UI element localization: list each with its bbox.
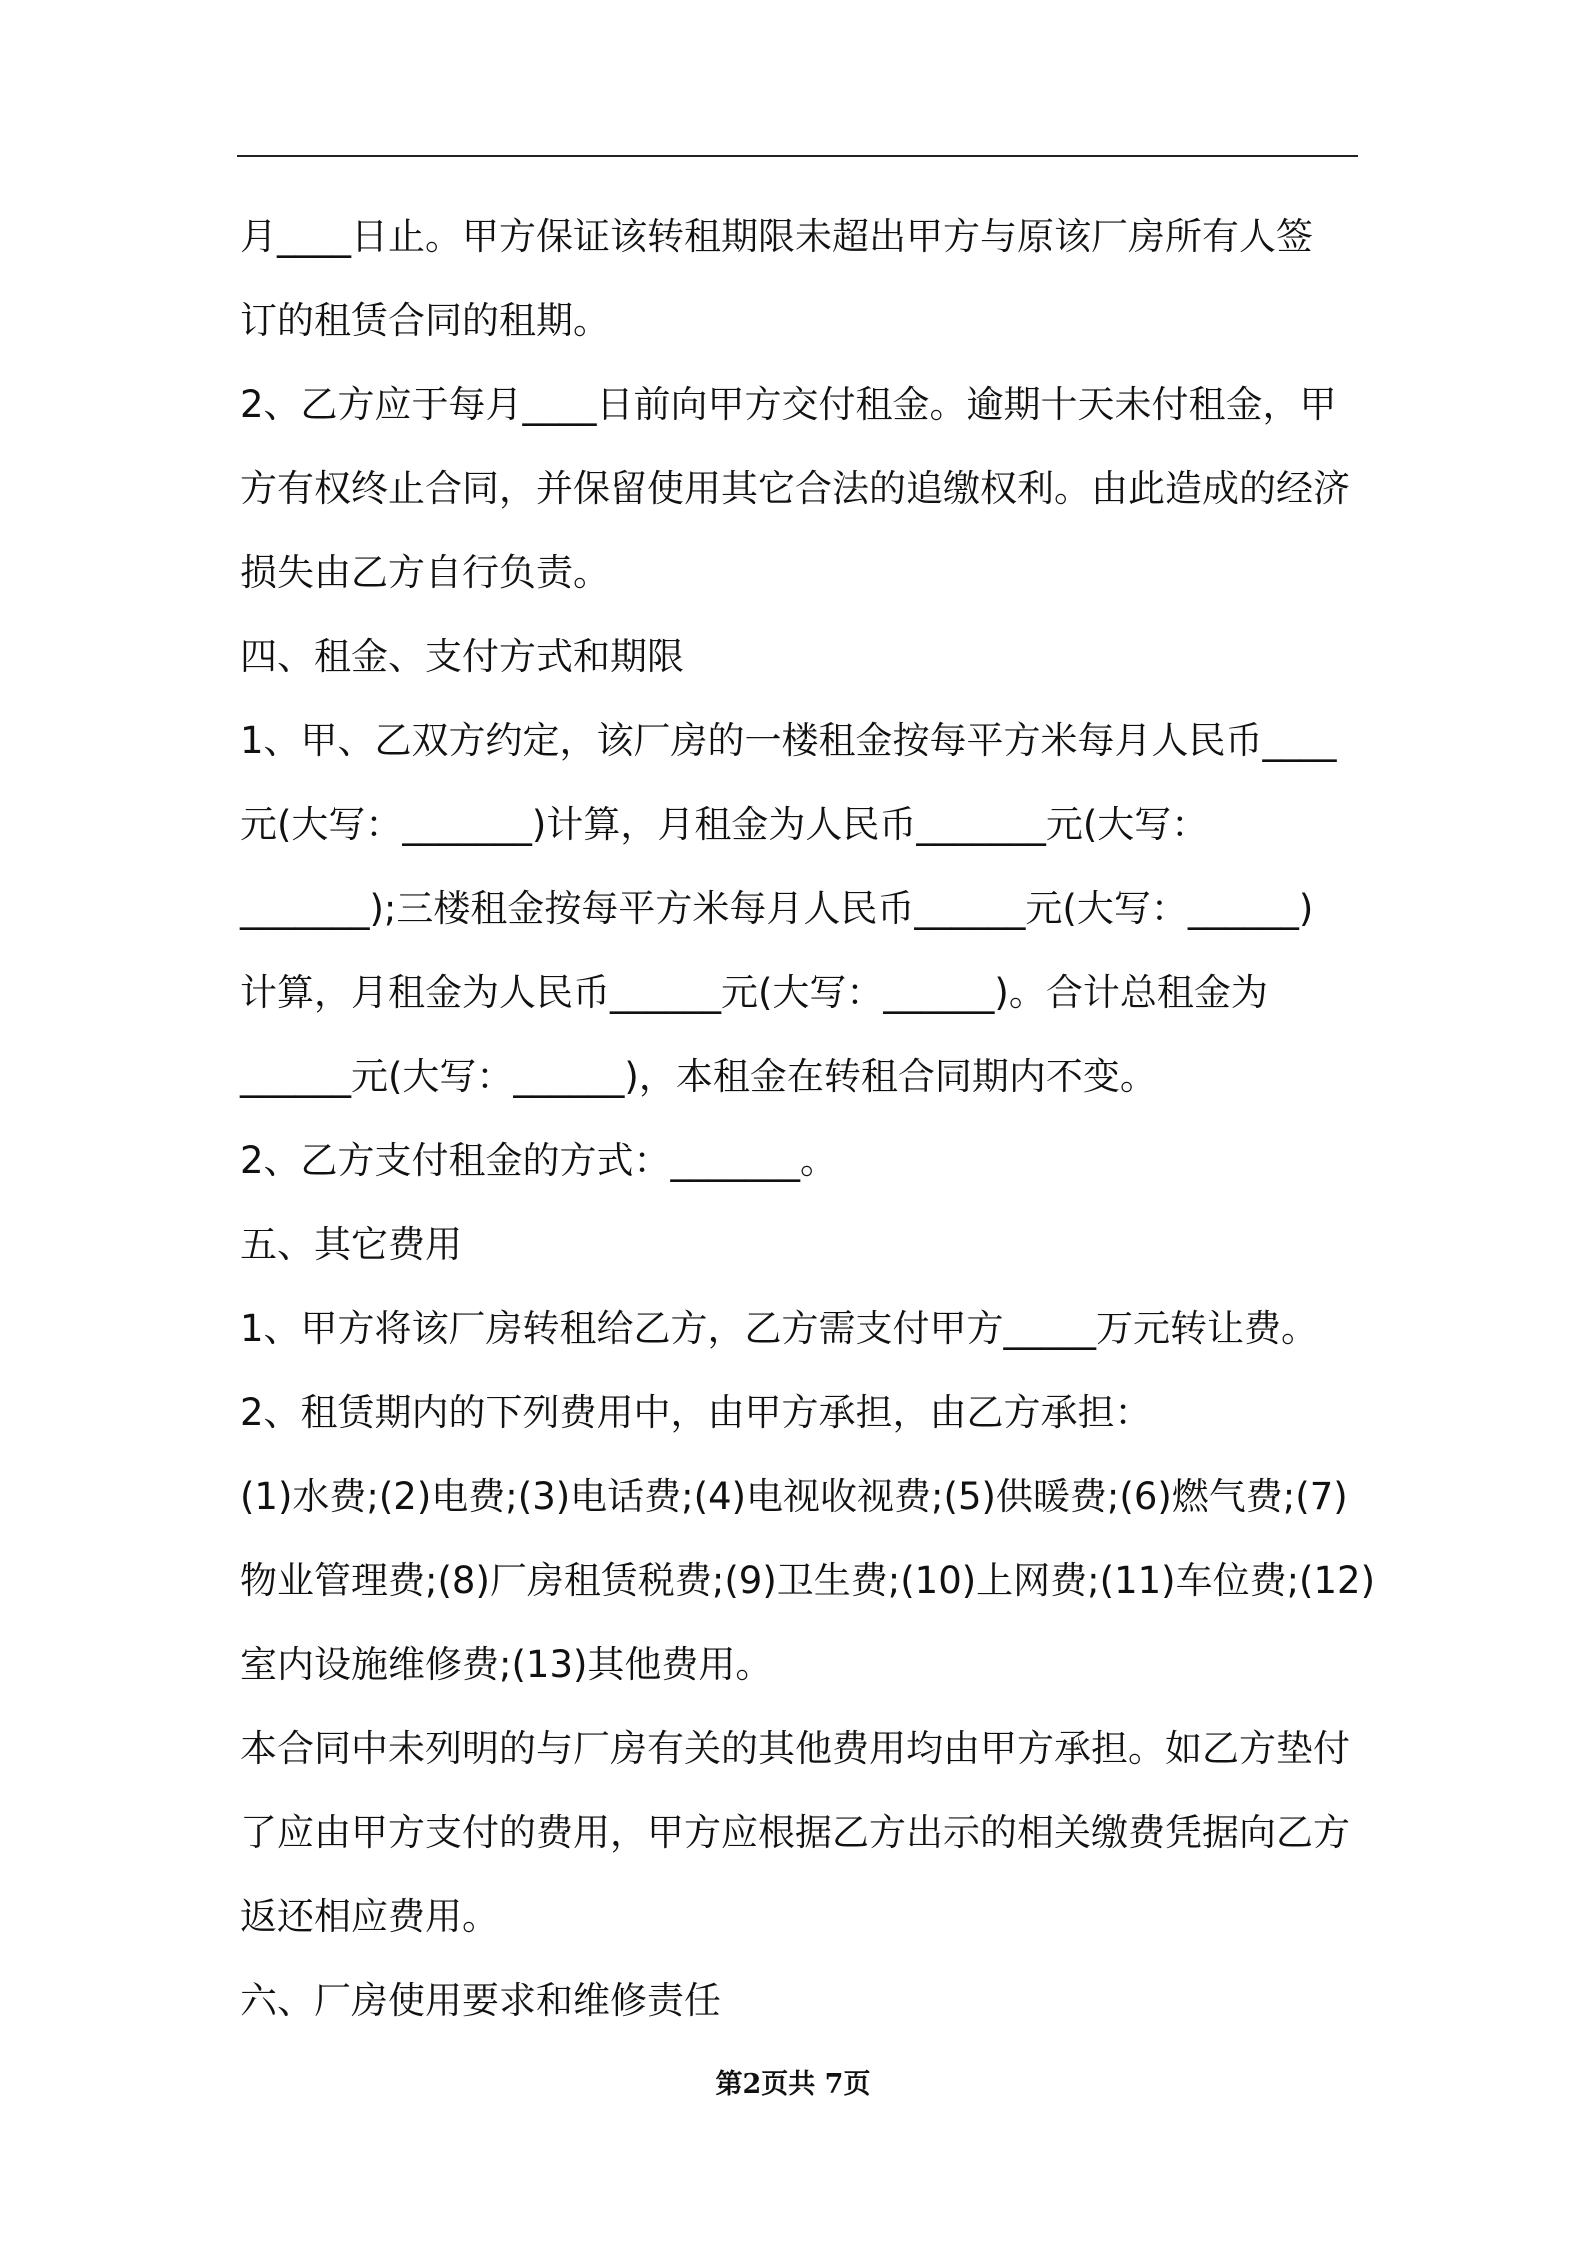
text-line: 室内设施维修费;(13)其他费用。 bbox=[240, 1643, 773, 1686]
page-number: 第2页共 7页 bbox=[715, 2069, 871, 2100]
text-line: 月____日止。甲方保证该转租期限未超出甲方与原该厂房所有人签 bbox=[240, 215, 1313, 258]
text-line: 订的租赁合同的租期。 bbox=[240, 299, 610, 342]
text-line: (1)水费;(2)电费;(3)电话费;(4)电视收视费;(5)供暖费;(6)燃气费;(7) bbox=[240, 1475, 1348, 1518]
text-line: ______元(大写：______)，本租金在转租合同期内不变。 bbox=[240, 1055, 1157, 1098]
text-line: 1、甲方将该厂房转租给乙方，乙方需支付甲方_____万元转让费。 bbox=[240, 1307, 1319, 1350]
text-line: 损失由乙方自行负责。 bbox=[240, 551, 610, 594]
section-heading: 五、其它费用 bbox=[240, 1223, 462, 1266]
header-rule bbox=[237, 155, 1358, 157]
text-line: 1、甲、乙双方约定，该厂房的一楼租金按每平方米每月人民币____ bbox=[240, 719, 1337, 762]
document-body bbox=[240, 195, 1376, 2043]
text-line: 返还相应费用。 bbox=[240, 1895, 499, 1938]
text-line: _______);三楼租金按每平方米每月人民币______元(大写：______) bbox=[240, 887, 1314, 930]
text-line: 2、租赁期内的下列费用中，由甲方承担，由乙方承担： bbox=[240, 1391, 1152, 1434]
text-line: 元(大写：_______)计算，月租金为人民币_______元(大写： bbox=[240, 803, 1209, 846]
text-line: 计算，月租金为人民币______元(大写：______)。合计总租金为 bbox=[240, 971, 1268, 1014]
text-line: 2、乙方支付租金的方式：_______。 bbox=[240, 1139, 838, 1182]
section-heading: 六、厂房使用要求和维修责任 bbox=[240, 1979, 721, 2022]
text-line: 本合同中未列明的与厂房有关的其他费用均由甲方承担。如乙方垫付 bbox=[240, 1727, 1350, 1770]
text-line: 了应由甲方支付的费用，甲方应根据乙方出示的相关缴费凭据向乙方 bbox=[240, 1811, 1350, 1854]
text-line: 物业管理费;(8)厂房租赁税费;(9)卫生费;(10)上网费;(11)车位费;(12) bbox=[240, 1559, 1376, 1602]
section-heading: 四、租金、支付方式和期限 bbox=[240, 635, 684, 678]
text-line: 2、乙方应于每月____日前向甲方交付租金。逾期十天未付租金，甲 bbox=[240, 383, 1337, 426]
text-line: 方有权终止合同，并保留使用其它合法的追缴权利。由此造成的经济 bbox=[240, 467, 1350, 510]
